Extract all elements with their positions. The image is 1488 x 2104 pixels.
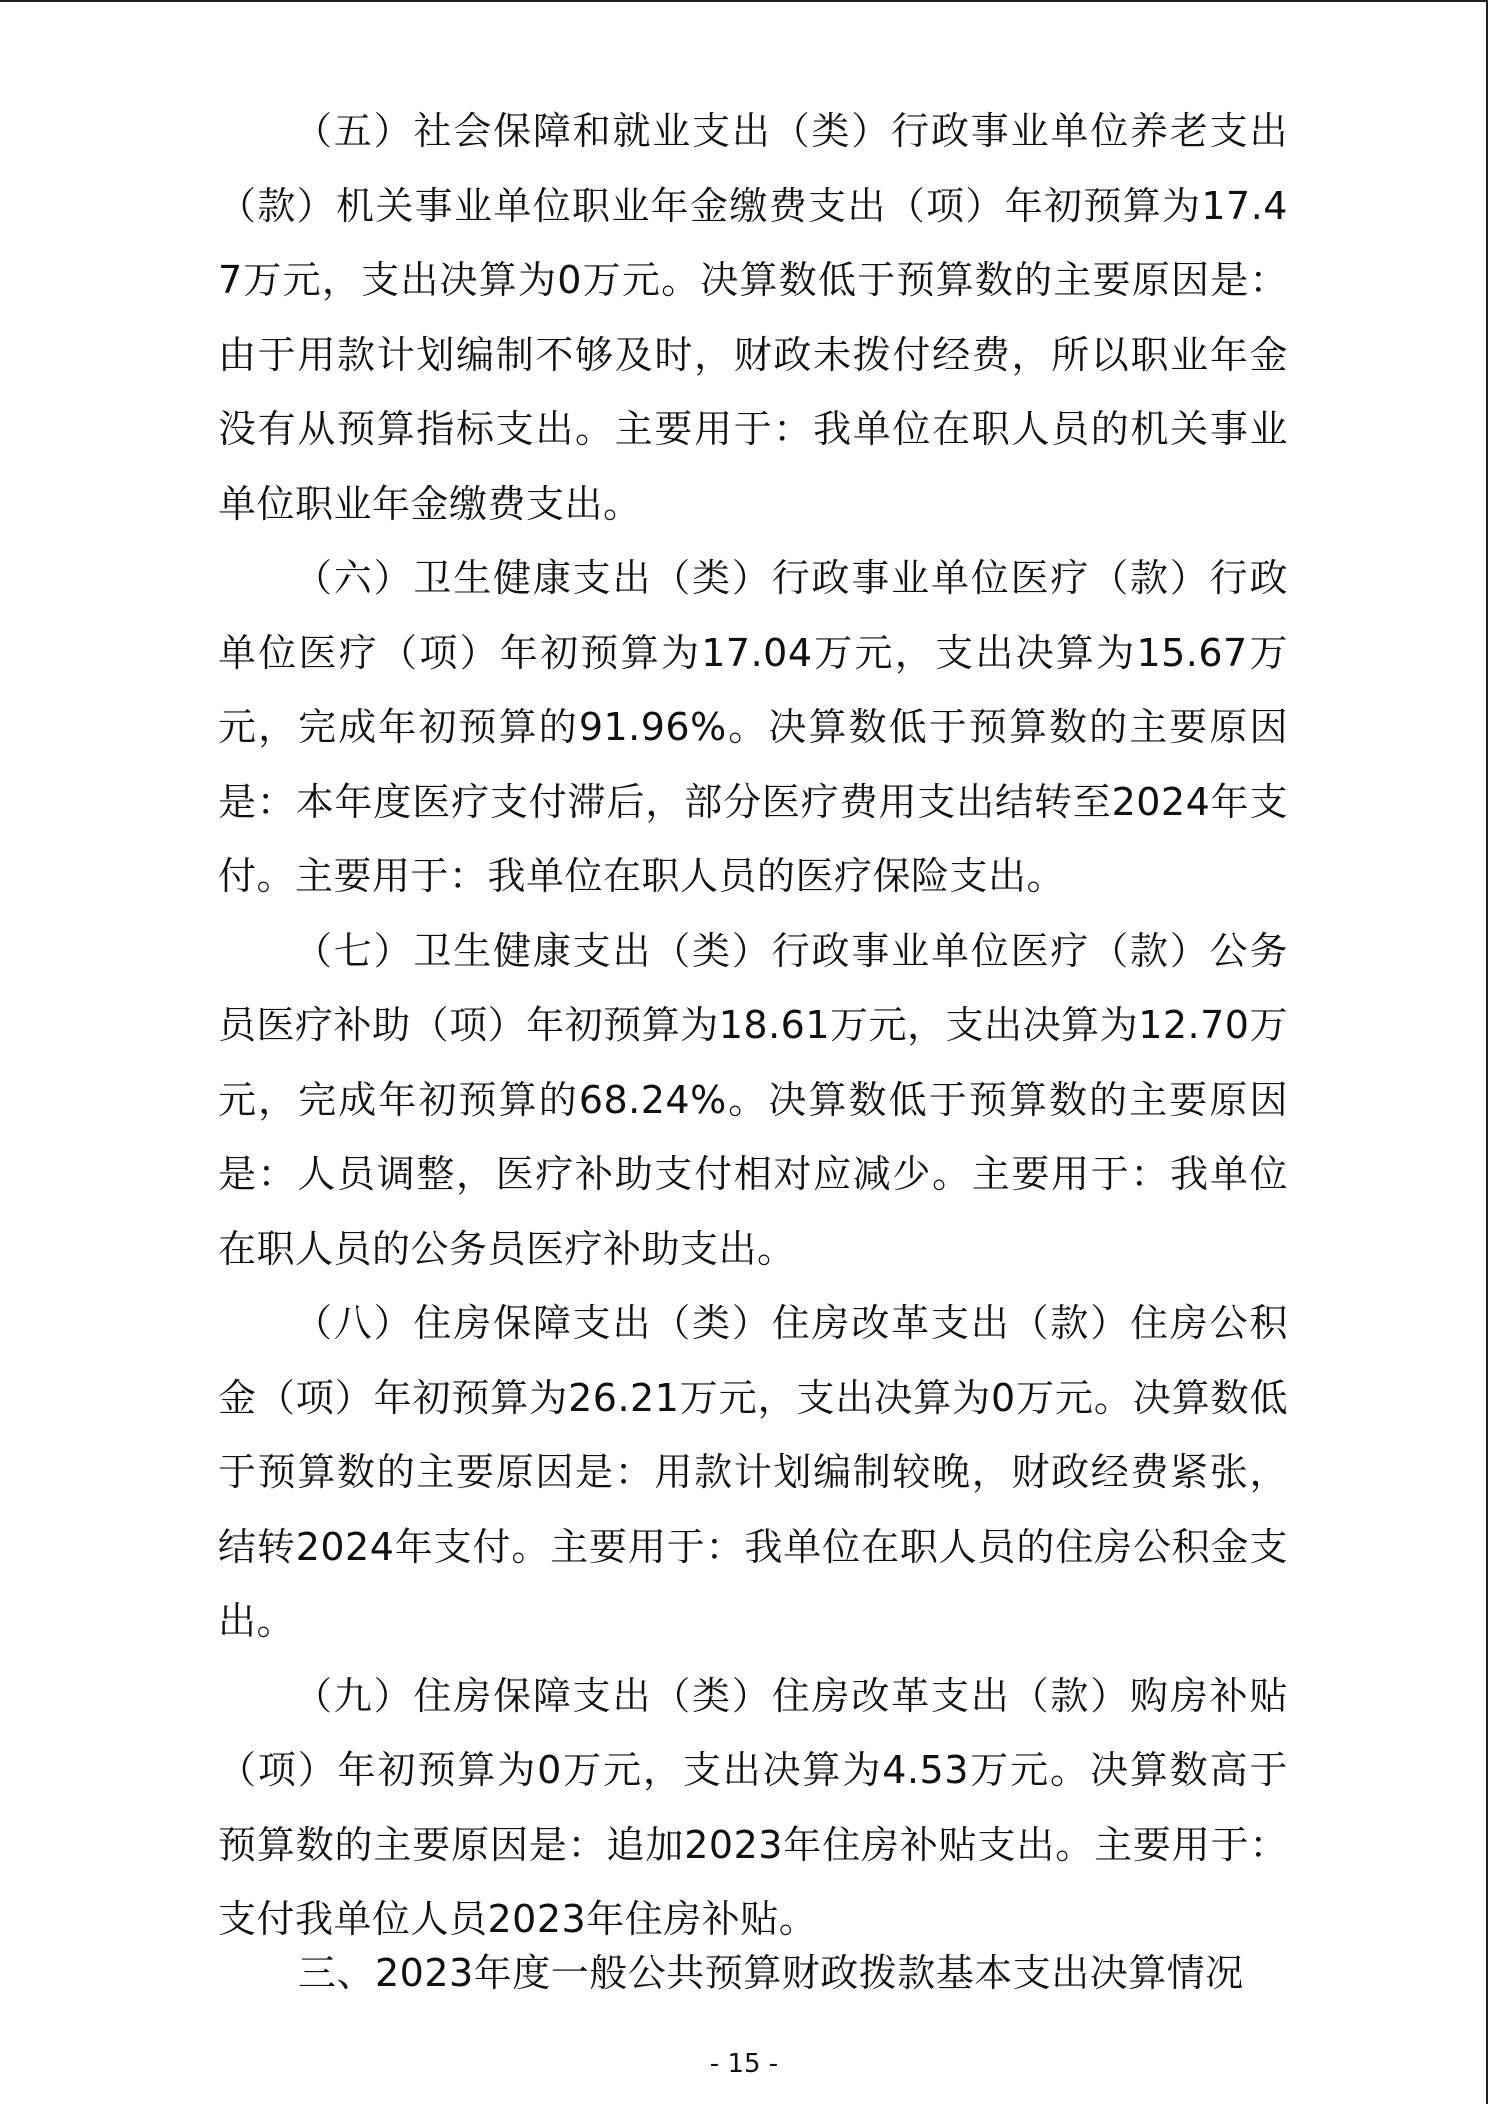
paragraph-item-5: （五）社会保障和就业支出（类）行政事业单位养老支出（款）机关事业单位职业年金缴费支出（项）年初预算为17.47万元，支出决算为0万元。决算数低于预算数的主要原因是：由于用款计划编制不够及时，财政未拨付经费，所以职业年金没有从预算指标支出。主要用于：我单位在职人员的机关事业单位职业年金缴费支出。 [218,109,1288,526]
paragraph-item-6: （六）卫生健康支出（类）行政事业单位医疗（款）行政单位医疗（项）年初预算为17.04万元，支出决算为15.67万元，完成年初预算的91.96%。决算数低于预算数的主要原因是：本年度医疗支付滞后，部分医疗费用支出结转至2024年支付。主要用于：我单位在职人员的医疗保险支出。 [218,556,1288,898]
section-heading: 三、2023年度一般公共预算财政拨款基本支出决算情况 [298,1951,1244,1995]
page-number: - 15 - [709,2049,779,2079]
paragraph-item-8: （八）住房保障支出（类）住房改革支出（款）住房公积金（项）年初预算为26.21万元，支出决算为0万元。决算数低于预算数的主要原因是：用款计划编制较晚，财政经费紧张，结转2024年支付。主要用于：我单位在职人员的住房公积金支出。 [218,1301,1288,1643]
paragraph-item-7: （七）卫生健康支出（类）行政事业单位医疗（款）公务员医疗补助（项）年初预算为18.61万元，支出决算为12.70万元，完成年初预算的68.24%。决算数低于预算数的主要原因是：人员调整，医疗补助支付相对应减少。主要用于：我单位在职人员的公务员医疗补助支出。 [218,928,1288,1271]
body-text [218,94,1288,1957]
paragraph-item-9: （九）住房保障支出（类）住房改革支出（款）购房补贴（项）年初预算为0万元，支出决算为4.53万元。决算数高于预算数的主要原因是：追加2023年住房补贴支出。主要用于：支付我单位人员2023年住房补贴。 [218,1673,1288,1941]
